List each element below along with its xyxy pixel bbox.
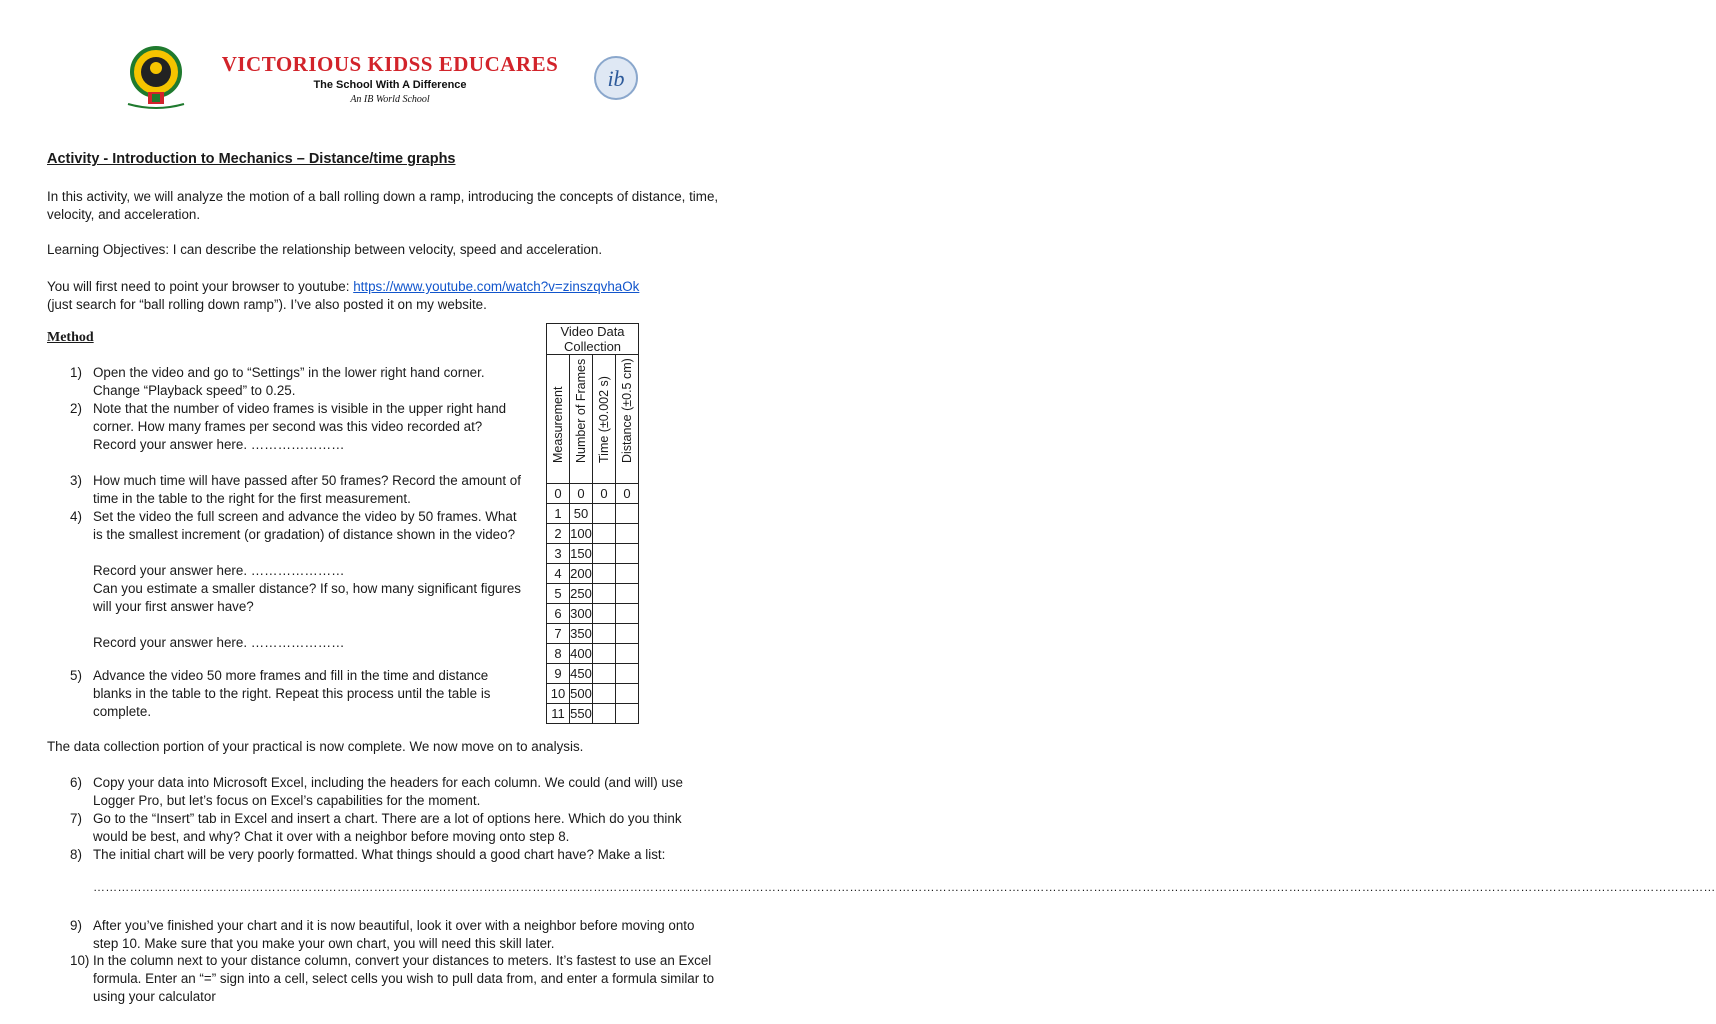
table-cell: 11: [547, 704, 570, 724]
browser-suffix: (just search for “ball rolling down ramp”). I’ve also posted it on my website.: [47, 296, 487, 312]
table-cell: [593, 564, 616, 584]
column-header: Number of Frames: [570, 355, 593, 484]
step-text: How much time will have passed after 50 frames? Record the amount of time in the table to the right for the first measurement.: [93, 473, 521, 506]
table-cell: [616, 704, 639, 724]
table-cell: 0: [570, 484, 593, 504]
table-row: [547, 484, 639, 504]
table-cell: [616, 504, 639, 524]
step-4: [70, 508, 525, 652]
step-3: [70, 472, 525, 508]
table-cell: [616, 624, 639, 644]
table-cell: [593, 504, 616, 524]
step-number: 9): [70, 918, 82, 933]
step-7: [70, 810, 720, 846]
table-cell: 500: [570, 684, 593, 704]
step-number: 1): [70, 365, 82, 380]
answer-dotted-line: …………………………………………………………………………………………………………………………………………………………………………………………………………………………………………………………………………………………………………………………………………………………………: [93, 880, 1716, 894]
step-text: Advance the video 50 more frames and fill in the time and distance blanks in the table to the right. Repeat this process until the table is complete.: [93, 668, 491, 719]
step-text: Change “Playback speed” to 0.25.: [93, 383, 296, 398]
step-text: In the column next to your distance column, convert your distances to meters. It’s fastest to use an Excel formula. Enter an “=” sign into a cell, select cells you wish to pull data from, and enter a formula similar to using your calculator: [93, 953, 715, 1004]
table-cell: [593, 624, 616, 644]
table-cell: 2: [547, 524, 570, 544]
table-row: [547, 684, 639, 704]
table-cell: [593, 544, 616, 564]
table-cell: 1: [547, 504, 570, 524]
table-cell: [616, 564, 639, 584]
step-number: 10): [70, 953, 90, 968]
table-cell: [593, 524, 616, 544]
video-data-table: [546, 323, 639, 724]
step-number: 4): [70, 509, 82, 524]
table-cell: [593, 684, 616, 704]
table-cell: [593, 644, 616, 664]
table-cell: 550: [570, 704, 593, 724]
step-number: 5): [70, 668, 82, 683]
step-6: [70, 774, 720, 810]
school-crest-icon: [118, 42, 194, 112]
objectives-paragraph: Learning Objectives: I can describe the relationship between velocity, speed and acceleration.: [47, 242, 603, 257]
table-cell: [616, 544, 639, 564]
column-header: Time (±0.002 s): [593, 355, 616, 484]
table-cell: 450: [570, 664, 593, 684]
step-text: Set the video the full screen and advance the video by 50 frames. What is the smallest increment (or gradation) of distance shown in the video?: [93, 509, 517, 542]
step-number: 3): [70, 473, 82, 488]
table-row: [547, 544, 639, 564]
table-cell: 150: [570, 544, 593, 564]
table-cell: 400: [570, 644, 593, 664]
table-cell: 5: [547, 584, 570, 604]
table-row: [547, 664, 639, 684]
step-1: [70, 364, 525, 400]
step-text: Can you estimate a smaller distance? If so, how many significant figures will your first answer have?: [93, 581, 521, 614]
svg-text:ib: ib: [607, 66, 625, 91]
page-title: Activity - Introduction to Mechanics – Distance/time graphs: [47, 151, 456, 167]
table-caption: Video Data Collection: [547, 324, 639, 355]
browser-instructions: [47, 278, 727, 313]
youtube-link[interactable]: https://www.youtube.com/watch?v=zinszqvhaOk: [353, 279, 640, 294]
step-text: The initial chart will be very poorly formatted. What things should a good chart have? Make a list:: [93, 847, 666, 862]
school-name: VICTORIOUS KIDSS EDUCARES: [221, 52, 559, 76]
ib-world-school-label: An IB World School: [350, 94, 430, 105]
table-row: [547, 604, 639, 624]
browser-prefix: You will first need to point your browser to youtube:: [47, 279, 354, 294]
table-cell: [616, 684, 639, 704]
table-cell: [616, 604, 639, 624]
school-tagline: The School With A Difference: [313, 79, 467, 91]
step-5: [70, 667, 525, 721]
step-text: Note that the number of video frames is visible in the upper right hand corner. How many frames per second was this video recorded at?: [93, 401, 507, 434]
step-number: 6): [70, 775, 82, 790]
table-cell: [616, 644, 639, 664]
column-header: Measurement: [547, 355, 570, 484]
table-cell: [593, 704, 616, 724]
table-cell: 8: [547, 644, 570, 664]
table-cell: 0: [616, 484, 639, 504]
table-cell: 0: [593, 484, 616, 504]
table-cell: [616, 664, 639, 684]
step-9: [70, 917, 720, 953]
method-heading: Method: [47, 330, 94, 345]
ib-logo-icon: [590, 54, 642, 102]
step-8: [70, 846, 720, 864]
table-cell: 4: [547, 564, 570, 584]
step-text: Open the video and go to “Settings” in the lower right hand corner.: [93, 365, 485, 380]
table-row: [547, 524, 639, 544]
table-cell: 7: [547, 624, 570, 644]
step-10: [70, 952, 720, 1006]
table-cell: 250: [570, 584, 593, 604]
table-cell: [616, 584, 639, 604]
table-cell: 10: [547, 684, 570, 704]
step-number: 2): [70, 401, 82, 416]
table-row: [547, 624, 639, 644]
table-cell: [616, 524, 639, 544]
step-text: Go to the “Insert” tab in Excel and insert a chart. There are a lot of options here. Which do you think would be best, and why? Chat it over with a neighbor before moving onto step 8.: [93, 811, 682, 844]
table-cell: [593, 584, 616, 604]
intro-paragraph: In this activity, we will analyze the motion of a ball rolling down a ramp, introducing the concepts of distance, time, velocity, and acceleration.: [47, 189, 719, 222]
table-cell: 50: [570, 504, 593, 524]
table-row: [547, 564, 639, 584]
step-text: Copy your data into Microsoft Excel, including the headers for each column. We could (and will) use Logger Pro, but let’s focus on Excel’s capabilities for the moment.: [93, 775, 683, 808]
table-cell: 100: [570, 524, 593, 544]
transition-paragraph: The data collection portion of your practical is now complete. We now move on to analysis.: [47, 739, 584, 754]
table-row: [547, 644, 639, 664]
table-row: [547, 704, 639, 724]
step-text: After you’ve finished your chart and it is now beautiful, look it over with a neighbor before moving onto step 10. Make sure that you make your own chart, you will need this skill later.: [93, 918, 695, 951]
table-cell: 300: [570, 604, 593, 624]
table-cell: 350: [570, 624, 593, 644]
table-cell: [593, 604, 616, 624]
step-number: 7): [70, 811, 82, 826]
table-cell: 3: [547, 544, 570, 564]
table-cell: 6: [547, 604, 570, 624]
table-row: [547, 584, 639, 604]
step-number: 8): [70, 847, 82, 862]
step-2: [70, 400, 525, 454]
table-cell: 200: [570, 564, 593, 584]
answer-line: Record your answer here. …………………: [93, 635, 345, 650]
table-row: [547, 504, 639, 524]
answer-line: Record your answer here. …………………: [93, 563, 345, 578]
column-header: Distance (±0.5 cm): [616, 355, 639, 484]
table-cell: 9: [547, 664, 570, 684]
answer-line: Record your answer here. …………………: [93, 437, 345, 452]
table-cell: [593, 664, 616, 684]
table-cell: 0: [547, 484, 570, 504]
